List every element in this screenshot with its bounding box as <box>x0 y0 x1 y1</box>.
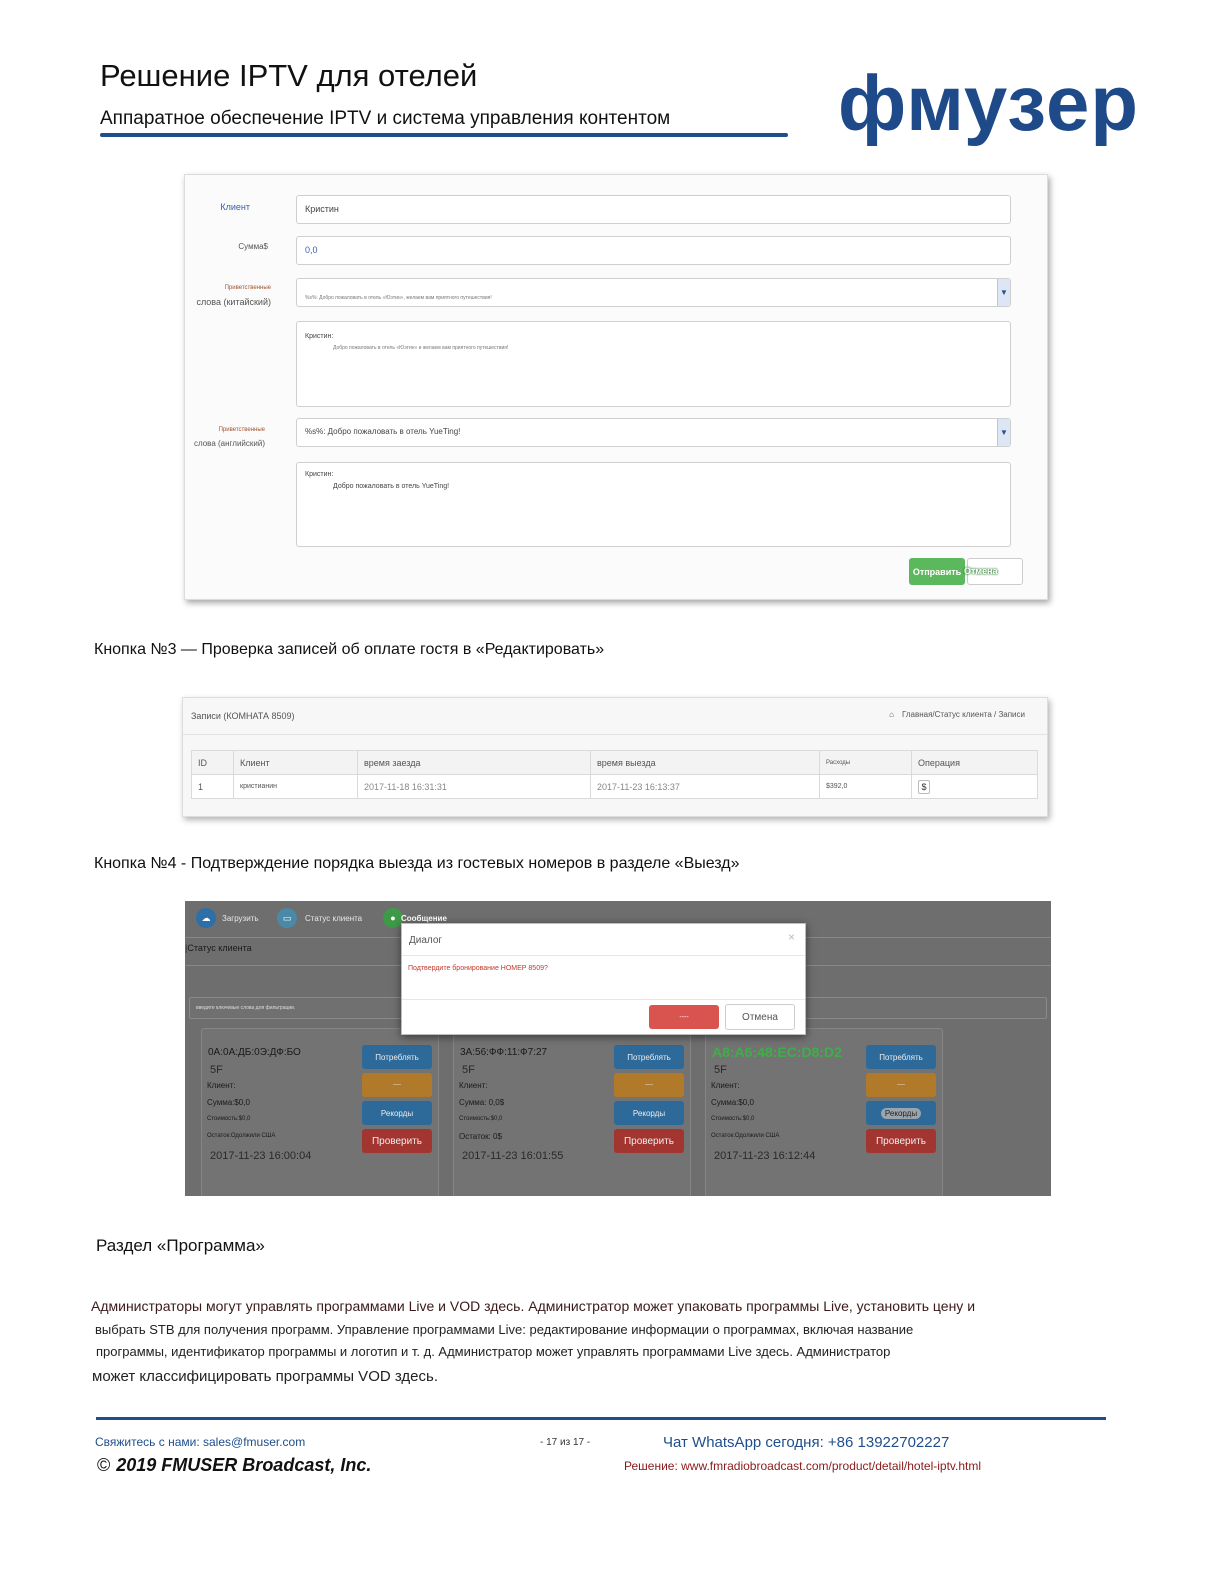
card-mac: A8:A6:48:EC:D8:D2 <box>712 1044 842 1060</box>
room-card <box>453 1028 691 1196</box>
caption-button-3: Кнопка №3 — Проверка записей об оплате гостя в «Редактировать» <box>94 641 605 658</box>
card-balance: Остаток: 0$ <box>459 1132 502 1141</box>
card-balance: Остаток:Одолжили США <box>711 1133 780 1139</box>
send-button[interactable]: Отправить <box>909 558 965 585</box>
records-button[interactable] <box>866 1101 936 1125</box>
records-button[interactable]: Рекорды <box>614 1101 684 1125</box>
greeting-en-label-small: Приветственные <box>218 427 265 433</box>
card-sum: Сумма:$0,0 <box>711 1098 754 1107</box>
cell-id: 1 <box>192 775 234 799</box>
consume-button[interactable]: Потреблять <box>866 1045 936 1069</box>
greeting-en-select[interactable] <box>296 418 1011 447</box>
client-input[interactable] <box>296 195 1011 224</box>
page-number: - 17 из 17 - <box>540 1437 591 1448</box>
table-row <box>192 775 1038 799</box>
greeting-cn-select[interactable] <box>296 278 1011 307</box>
check-button[interactable]: Проверить <box>866 1129 936 1153</box>
greeting-cn-text-line1: Кристин: <box>305 333 334 340</box>
footer-copyright <box>97 1455 371 1476</box>
column-header-client: Клиент <box>234 751 358 775</box>
greeting-en-text-line2: Добро пожаловать в отель YueTing! <box>333 483 450 490</box>
cell-client: кристианин <box>234 775 358 799</box>
checkout-screenshot <box>185 901 1051 1196</box>
card-cost: Стоимость:$0,0 <box>711 1116 755 1122</box>
copyright-icon: © <box>97 1455 111 1475</box>
card-sum: Сумма:$0,0 <box>207 1098 250 1107</box>
checkout-button[interactable]: ---- <box>866 1073 936 1097</box>
consume-button[interactable]: Потреблять <box>362 1045 432 1069</box>
card-client: Клиент: <box>711 1081 740 1090</box>
card-balance: Остаток:Одолжили США <box>207 1133 276 1139</box>
records-title: Записи (КОМНАТА 8509) <box>191 711 295 721</box>
footer-divider <box>96 1417 1106 1420</box>
chevron-down-icon: ▼ <box>997 279 1010 306</box>
card-floor: 5F <box>714 1064 727 1076</box>
column-header-operation: Операция <box>912 751 1038 775</box>
page-subtitle: Аппаратное обеспечение IPTV и система управления контентом <box>100 108 671 129</box>
filter-input[interactable]: введите ключевые слова для фильтрации. <box>189 997 1047 1019</box>
greeting-en-text-line1: Кристин: <box>305 471 334 478</box>
consume-button[interactable]: Потреблять <box>614 1045 684 1069</box>
nav-client-status-label: Статус клиента <box>305 913 363 923</box>
nav-upload[interactable] <box>196 908 259 928</box>
records-button-label: Рекорды <box>881 1108 921 1119</box>
records-screenshot <box>182 697 1048 817</box>
greeting-cn-label: слова (китайский) <box>196 297 271 307</box>
room-card <box>201 1028 439 1196</box>
payment-records-button[interactable]: $ <box>918 780 930 794</box>
greeting-cn-select-value: %s%: Добро пожаловать в отель «Юэтин», желаем вам приятного путешествия! <box>305 295 492 301</box>
header-divider <box>100 133 788 137</box>
footer-solution-link[interactable]: Решение: www.fmradiobroadcast.com/product/detail/hotel-iptv.html <box>624 1459 982 1473</box>
checkout-button[interactable]: ---- <box>362 1073 432 1097</box>
room-card <box>705 1028 943 1196</box>
caption-button-4: Кнопка №4 - Подтверждение порядка выезда из гостевых номеров в разделе «Выезд» <box>94 855 740 872</box>
column-header-id: ID <box>192 751 234 775</box>
copyright-text: 2019 FMUSER Broadcast, Inc. <box>116 1455 372 1475</box>
monitor-icon: ▭ <box>277 908 297 928</box>
card-date: 2017-11-23 16:12:44 <box>714 1150 816 1162</box>
confirm-button[interactable]: ---- <box>649 1005 719 1029</box>
column-header-checkin: время заезда <box>358 751 591 775</box>
client-label: Клиент <box>220 202 250 212</box>
dialog-footer-divider <box>402 999 805 1000</box>
cell-checkin: 2017-11-18 16:31:31 <box>358 775 591 799</box>
card-client: Клиент: <box>207 1081 236 1090</box>
breadcrumb <box>889 710 1025 719</box>
confirm-dialog <box>401 923 806 1035</box>
cloud-upload-icon: ☁ <box>196 908 216 928</box>
check-button[interactable]: Проверить <box>614 1129 684 1153</box>
card-date: 2017-11-23 16:01:55 <box>462 1150 564 1162</box>
greeting-cn-text-line2: Добро пожаловать в отель «Юэтин» и желаем вам приятного путешествия! <box>333 345 509 351</box>
chat-icon: ● <box>383 908 403 928</box>
greeting-en-textarea[interactable] <box>296 462 1011 547</box>
card-date: 2017-11-23 16:00:04 <box>210 1150 312 1162</box>
greeting-cn-label-small: Приветственные <box>224 285 271 291</box>
records-button[interactable]: Рекорды <box>362 1101 432 1125</box>
cell-cost: $392,0 <box>820 775 912 799</box>
card-floor: 5F <box>210 1064 223 1076</box>
paragraph-line: программы, идентификатор программы и логотип и т. д. Администратор может управлять программами Live здесь. Администратор <box>96 1344 891 1359</box>
section-heading: Раздел «Программа» <box>96 1236 265 1255</box>
nav-message-label: Сообщение <box>401 913 447 923</box>
card-mac: 0А:0А:ДБ:0Э:ДФ:БО <box>208 1047 301 1058</box>
brand-logo: фмузер <box>838 59 1140 147</box>
card-client: Клиент: <box>459 1081 488 1090</box>
card-floor: 5F <box>462 1064 475 1076</box>
breadcrumb-text[interactable]: Главная/Статус клиента / Записи <box>901 710 1025 719</box>
paragraph-line: выбрать STB для получения программ. Управление программами Live: редактирование информации о программах, включая название <box>95 1322 914 1337</box>
cell-checkout: 2017-11-23 16:13:37 <box>591 775 820 799</box>
dialog-header <box>402 924 805 956</box>
paragraph-line: может классифицировать программы VOD здесь. <box>92 1368 438 1385</box>
greeting-en-label: слова (английский) <box>193 439 265 448</box>
table-header-row <box>192 751 1038 775</box>
card-sum: Сумма: 0,0$ <box>459 1098 505 1107</box>
records-table <box>191 750 1038 799</box>
check-button[interactable]: Проверить <box>362 1129 432 1153</box>
column-header-cost: Расходы <box>820 751 912 775</box>
amount-input[interactable] <box>296 236 1011 265</box>
home-icon: ⌂ <box>889 710 894 719</box>
card-cost: Стоимость:$0,0 <box>207 1116 251 1122</box>
divider <box>183 734 1047 735</box>
dialog-cancel-button[interactable]: Отмена <box>725 1004 795 1030</box>
paragraph-line: Администраторы могут управлять программами Live и VOD здесь. Администратор может упаковать программы Live, установить цену и <box>91 1298 976 1314</box>
nav-upload-label: Загрузить <box>222 913 259 923</box>
dialog-message: Подтвердите бронирование НОМЕР 8509? <box>408 965 548 972</box>
column-header-checkout: время выезда <box>591 751 820 775</box>
checkout-button[interactable]: ---- <box>614 1073 684 1097</box>
card-mac: 3А:56:ФФ:11:Ф7:27 <box>460 1047 548 1058</box>
greeting-form-screenshot <box>184 174 1048 600</box>
greeting-en-select-value: %s%: Добро пожаловать в отель YueTing! <box>305 427 461 436</box>
section-title: |Статус клиента <box>185 943 252 953</box>
page-title: Решение IPTV для отелей <box>100 58 478 93</box>
card-cost: Стоимость:$0,0 <box>459 1116 503 1122</box>
amount-input-value: 0,0 <box>305 245 318 255</box>
dialog-title: Диалог <box>409 935 443 946</box>
cancel-button-label: Отмена <box>964 566 998 576</box>
section-title-text: Статус клиента <box>187 943 252 953</box>
chevron-down-icon: ▼ <box>997 419 1010 446</box>
amount-label: Сумма$ <box>238 242 268 251</box>
footer-whatsapp[interactable]: Чат WhatsApp сегодня: +86 13922702227 <box>663 1434 950 1451</box>
footer-contact[interactable]: Свяжитесь с нами: sales@fmuser.com <box>95 1435 306 1449</box>
greeting-cn-textarea[interactable] <box>296 321 1011 407</box>
cancel-button[interactable] <box>964 558 1023 585</box>
client-input-value: Кристин <box>305 204 339 214</box>
nav-client-status[interactable] <box>277 908 362 928</box>
close-icon[interactable]: × <box>787 930 795 944</box>
cell-operation <box>912 775 1038 799</box>
